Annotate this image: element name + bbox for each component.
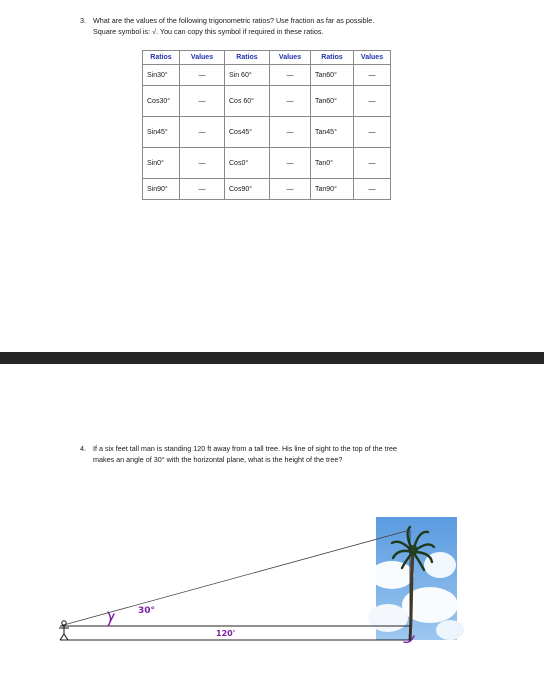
ratio-cell: Tan60° (311, 65, 354, 86)
line-of-sight (60, 530, 410, 626)
palm-crown (408, 545, 418, 555)
header-ratios-1: Ratios (143, 51, 180, 65)
angle-arc (108, 612, 111, 626)
ratio-cell: Sin90° (143, 179, 180, 200)
ratio-cell: Cos 60° (225, 86, 270, 117)
ratio-cell: Tan90° (311, 179, 354, 200)
header-ratios-2: Ratios (225, 51, 270, 65)
question-4-line-2: makes an angle of 30° with the horizontal plane, what is the height of the tree? (93, 454, 343, 464)
cloud-shape (436, 620, 464, 640)
value-cell: — (270, 148, 311, 179)
handwritten-markings (108, 612, 414, 642)
question-4-number: 4. (80, 444, 86, 453)
header-values-2: Values (270, 51, 311, 65)
question-3-line-2: Square symbol is: √. You can copy this symbol if required in these ratios. (93, 26, 324, 36)
value-cell: — (354, 148, 391, 179)
value-cell: — (180, 65, 225, 86)
ratio-cell: Sin30° (143, 65, 180, 86)
header-ratios-3: Ratios (311, 51, 354, 65)
ratio-cell: Tan45° (311, 117, 354, 148)
value-cell: — (354, 86, 391, 117)
cloud-shape (370, 561, 414, 589)
tree-photo (368, 517, 464, 640)
value-cell: — (270, 86, 311, 117)
ratio-cell: Cos45° (225, 117, 270, 148)
cloud-shape (368, 604, 408, 632)
question-3-line-1: What are the values of the following trigonometric ratios? Use fraction as far as possible. (93, 16, 375, 25)
value-cell: — (354, 179, 391, 200)
value-cell: — (270, 179, 311, 200)
ratio-cell: Cos0° (225, 148, 270, 179)
value-cell: — (180, 117, 225, 148)
value-cell: — (354, 65, 391, 86)
value-cell: — (180, 179, 225, 200)
ratio-cell: Cos30° (143, 86, 180, 117)
ratio-cell: Sin 60° (225, 65, 270, 86)
value-cell: — (180, 148, 225, 179)
ratio-cell: Tan0° (311, 148, 354, 179)
ratio-cell: Sin45° (143, 117, 180, 148)
angle-label: 30° (138, 606, 156, 616)
ratio-cell: Cos90° (225, 179, 270, 200)
header-values-3: Values (354, 51, 391, 65)
value-cell: — (270, 65, 311, 86)
question-3-number: 3. (80, 16, 86, 25)
value-cell: — (354, 117, 391, 148)
value-cell: — (180, 86, 225, 117)
distance-label: 120' (216, 629, 236, 638)
question-4-line-1: If a six feet tall man is standing 120 ft away from a tall tree. His line of sight to the top of the tree (93, 444, 398, 453)
ratio-cell: Tan60° (311, 86, 354, 117)
value-cell: — (270, 117, 311, 148)
ratio-cell: Sin0° (143, 148, 180, 179)
header-values-1: Values (180, 51, 225, 65)
